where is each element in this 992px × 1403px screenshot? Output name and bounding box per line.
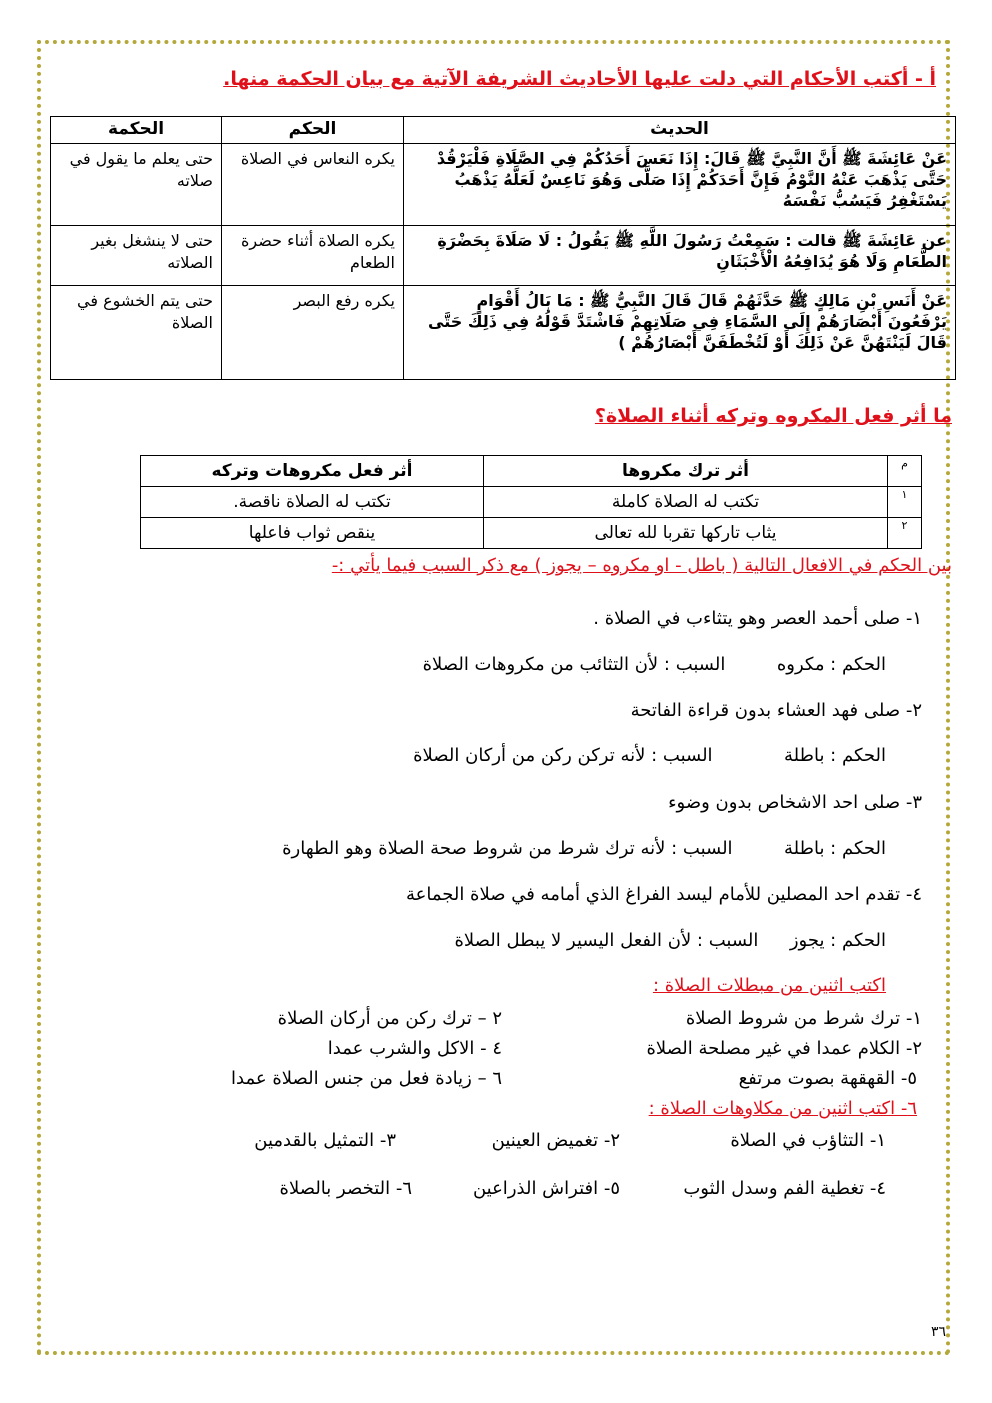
table-row <box>51 144 956 226</box>
invalidator-item: ٤ - الاكل والشرب عمدا <box>327 1038 502 1059</box>
wisdom-text: حتى يعلم ما يقول في صلاته <box>51 144 222 226</box>
disliked-item: ٤- تغطية الفم وسدل الثوب <box>683 1178 886 1199</box>
answer-ruling: الحكم : مكروه <box>776 654 886 675</box>
answer-reason: السبب : لأنه تركن ركن من أركان الصلاة <box>413 745 713 766</box>
answer-1 <box>423 654 886 675</box>
answer-ruling: الحكم : باطلة <box>784 745 886 766</box>
table-row <box>51 286 956 380</box>
invalidator-item: ٦ – زيادة فعل من جنس الصلاة عمدا <box>231 1068 502 1089</box>
table-row <box>51 226 956 286</box>
invalidator-item: ٢ – ترك ركن من أركان الصلاة <box>277 1008 502 1029</box>
header-hadith: الحديث <box>404 117 956 144</box>
hadith-text: عَنْ عَائِشَةَ ﷺ أَنَّ النَّبِيَّ ﷺ قَالَ: إِذَا نَعَسَ أَحَدُكُمْ فِي الصَّلَاةِ فَلْيَرْقُدْ حَتَّى يَذْهَبَ عَنْهُ النَّوْمُ فَإِنَّ أَحَدَكُمْ إِذَا صَلَّى وَهُوَ نَاعِسٌ لَعَلَّهُ يَذْهَبُ يَسْتَغْفِرُ فَيَسُبُّ نَفْسَهُ <box>404 144 956 226</box>
question-3: ٣- صلى احد الاشخاص بدون وضوء <box>668 792 922 813</box>
table-header-row <box>141 456 922 487</box>
invalidator-item: ٢- الكلام عمدا في غير مصلحة الصلاة <box>646 1038 922 1059</box>
header-wisdom: الحكمة <box>51 117 222 144</box>
table-row <box>141 487 922 518</box>
answer-4 <box>455 930 887 951</box>
question-2: ٢- صلى فهد العشاء بدون قراءة الفاتحة <box>630 700 922 721</box>
wisdom-text: حتى يتم الخشوع في الصلاة <box>51 286 222 380</box>
effect-table <box>140 455 922 549</box>
disliked-item: ٥- افتراش الذراعين <box>472 1178 620 1199</box>
disliked-item: ١- التثاؤب في الصلاة <box>730 1130 886 1151</box>
header-ruling: الحكم <box>222 117 404 144</box>
disliked-item: ٢- تغميض العينين <box>491 1130 620 1151</box>
do-effect: ينقص ثواب فاعلها <box>141 518 484 549</box>
question-1: ١- صلى أحمد العصر وهو يتثاءب في الصلاة . <box>593 608 922 629</box>
answer-3 <box>282 838 886 859</box>
page-number: ٣٦ <box>930 1324 946 1340</box>
header-leave: أثر ترك مكروها <box>484 456 888 487</box>
section1-title: أ - أكتب الأحكام التي دلت عليها الأحاديث الشريفة الآتية مع بيان الحكمة منها. <box>223 68 936 90</box>
ruling-text: يكره رفع البصر <box>222 286 404 380</box>
section3-instruction: بين الحكم في الافعال التالية ( باطل - او مكروه – يجوز ) مع ذكر السبب فيما يأتي :- <box>331 555 952 576</box>
invalidator-item: ١- ترك شرط من شروط الصلاة <box>685 1008 922 1029</box>
leave-effect: يثاب تاركها تقربا لله تعالى <box>484 518 888 549</box>
invalidator-item: ٥- القهقهة بصوت مرتفع <box>738 1068 917 1089</box>
section4-title: اكتب اثنين من مبطلات الصلاة : <box>652 975 886 996</box>
question-4: ٤- تقدم احد المصلين للأمام ليسد الفراغ الذي أمامه في صلاة الجماعة <box>405 884 922 905</box>
answer-reason: السبب : لأن التثائب من مكروهات الصلاة <box>422 654 726 675</box>
row-num: ٢ <box>888 518 922 549</box>
disliked-item: ٦- التخصر بالصلاة <box>279 1178 412 1199</box>
section5-title: ٦- اكتب اثنين من مكلاوهات الصلاة : <box>648 1098 917 1119</box>
ruling-text: يكره النعاس في الصلاة <box>222 144 404 226</box>
table-row <box>141 518 922 549</box>
hadith-table <box>50 116 956 380</box>
answer-reason: السبب : لأنه ترك شرط من شروط صحة الصلاة وهو الطهارة <box>282 838 733 859</box>
answer-2 <box>413 745 886 766</box>
section2-title: ما أثر فعل المكروه وتركه أثناء الصلاة؟ <box>594 405 952 427</box>
table-header-row <box>51 117 956 144</box>
answer-reason: السبب : لأن الفعل اليسير لا يبطل الصلاة <box>454 930 759 951</box>
disliked-item: ٣- التمثيل بالقدمين <box>254 1130 396 1151</box>
leave-effect: تكتب له الصلاة كاملة <box>484 487 888 518</box>
answer-ruling: الحكم : باطلة <box>784 838 886 859</box>
header-do: أثر فعل مكروهات وتركه <box>141 456 484 487</box>
do-effect: تكتب له الصلاة ناقصة. <box>141 487 484 518</box>
answer-ruling: الحكم : يجوز <box>789 930 886 951</box>
wisdom-text: حتى لا ينشغل بغير الصلاته <box>51 226 222 286</box>
header-num: م <box>888 456 922 487</box>
row-num: ١ <box>888 487 922 518</box>
ruling-text: يكره الصلاة أثناء حضرة الطعام <box>222 226 404 286</box>
hadith-text: عَنْ أَنَسِ بْنِ مَالِكٍ ﷺ حَدَّثَهُمْ قَالَ قَالَ النَّبِيُّ ﷺ : مَا بَالُ أَقْوَامٍ يَرْفَعُونَ أَبْصَارَهُمْ إِلَى السَّمَاءِ فِي صَلَاتِهِمْ فَاشْتَدَّ قَوْلُهُ فِي ذَلِكَ حَتَّى قَالَ لَيَنْتَهُنَّ عَنْ ذَلِكَ أَوْ لَتُخْطَفَنَّ أَبْصَارُهُمْ ) <box>404 286 956 380</box>
hadith-text: عن عَائِشَةَ ﷺ قالت : سَمِعْتُ رَسُولَ اللَّهِ ﷺ يَقُولُ : لَا صَلَاةَ بِحَضْرَةِ الطَّعَامِ وَلَا هُوَ يُدَافِعُهُ الْأَخْبَثَانِ <box>404 226 956 286</box>
